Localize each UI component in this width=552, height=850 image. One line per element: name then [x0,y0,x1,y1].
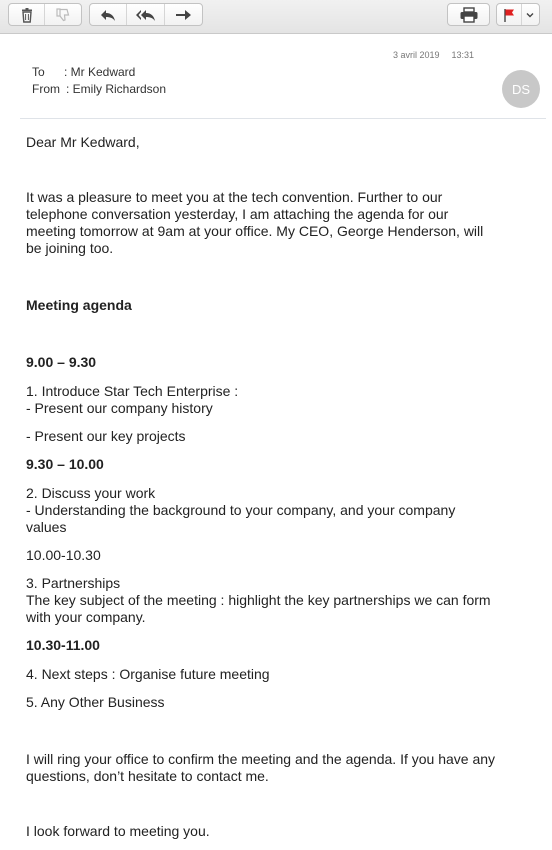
agenda-description: The key subject of the meeting : highlight the key partnerships we can form [26,592,491,608]
intro-line: It was a pleasure to meet you at the tech convention. Further to our [26,189,443,205]
agenda-item: 3. Partnerships [26,575,121,591]
reply-all-icon [135,7,157,23]
flag-menu-button[interactable] [522,4,539,25]
trash-icon [19,7,35,23]
agenda-item: 4. Next steps : Organise future meeting [26,666,270,682]
message-time: 13:31 [451,50,475,60]
message-date: 3 avril 2019 [393,50,440,60]
message-datetime [393,50,474,60]
agenda-title: Meeting agenda [26,297,132,313]
agenda-item: 5. Any Other Business [26,694,165,710]
flag-icon [502,7,516,23]
slot-time: 10.00-10.30 [26,547,101,563]
agenda-item: 2. Discuss your work [26,485,156,501]
reply-all-button[interactable] [127,4,164,25]
forward-icon [174,7,192,23]
closing-line: questions, don’t hesitate to contact me. [26,768,269,784]
closing-line: I will ring your office to confirm the meeting and the agenda. If you have any [26,751,496,767]
agenda-subitem: - Understanding the background to your company, and your company [26,502,456,518]
delete-button[interactable] [9,4,45,25]
chevron-down-icon [525,10,535,20]
intro-line: meeting tomorrow at 9am at your office. My CEO, George Henderson, will [26,223,484,239]
print-button[interactable] [448,4,489,25]
intro-line: be joining too. [26,240,114,256]
from-sender[interactable]: : Emily Richardson [66,82,167,96]
agenda-subitem: values [26,519,67,535]
from-row [32,82,166,96]
slot-time: 9.00 – 9.30 [26,354,97,370]
from-label: From [32,82,60,96]
reply-icon [99,7,117,23]
flag-group [496,3,540,26]
slot-time: 9.30 – 10.00 [26,456,104,472]
greeting: Dear Mr Kedward, [26,134,140,150]
sender-avatar: DS [502,70,540,108]
agenda-subitem: - Present our key projects [26,428,186,444]
junk-button[interactable] [45,4,81,25]
to-row [32,65,135,79]
intro-line: telephone conversation yesterday, I am attaching the agenda for our [26,206,449,222]
signoff: I look forward to meeting you. [26,823,210,839]
delete-junk-group [8,3,82,26]
reply-button[interactable] [90,4,127,25]
header-divider [20,118,546,119]
agenda-item: 1. Introduce Star Tech Enterprise : [26,383,239,399]
thumbs-down-icon [55,7,71,23]
flag-button[interactable] [497,4,522,25]
print-group [447,3,490,26]
reply-group [89,3,203,26]
agenda-description: with your company. [26,609,146,625]
slot-time: 10.30-11.00 [26,637,100,653]
toolbar [0,0,552,34]
to-recipient[interactable]: : Mr Kedward [64,65,136,79]
printer-icon [459,7,479,23]
to-label: To [32,65,45,79]
forward-button[interactable] [165,4,202,25]
agenda-subitem: - Present our company history [26,400,213,416]
